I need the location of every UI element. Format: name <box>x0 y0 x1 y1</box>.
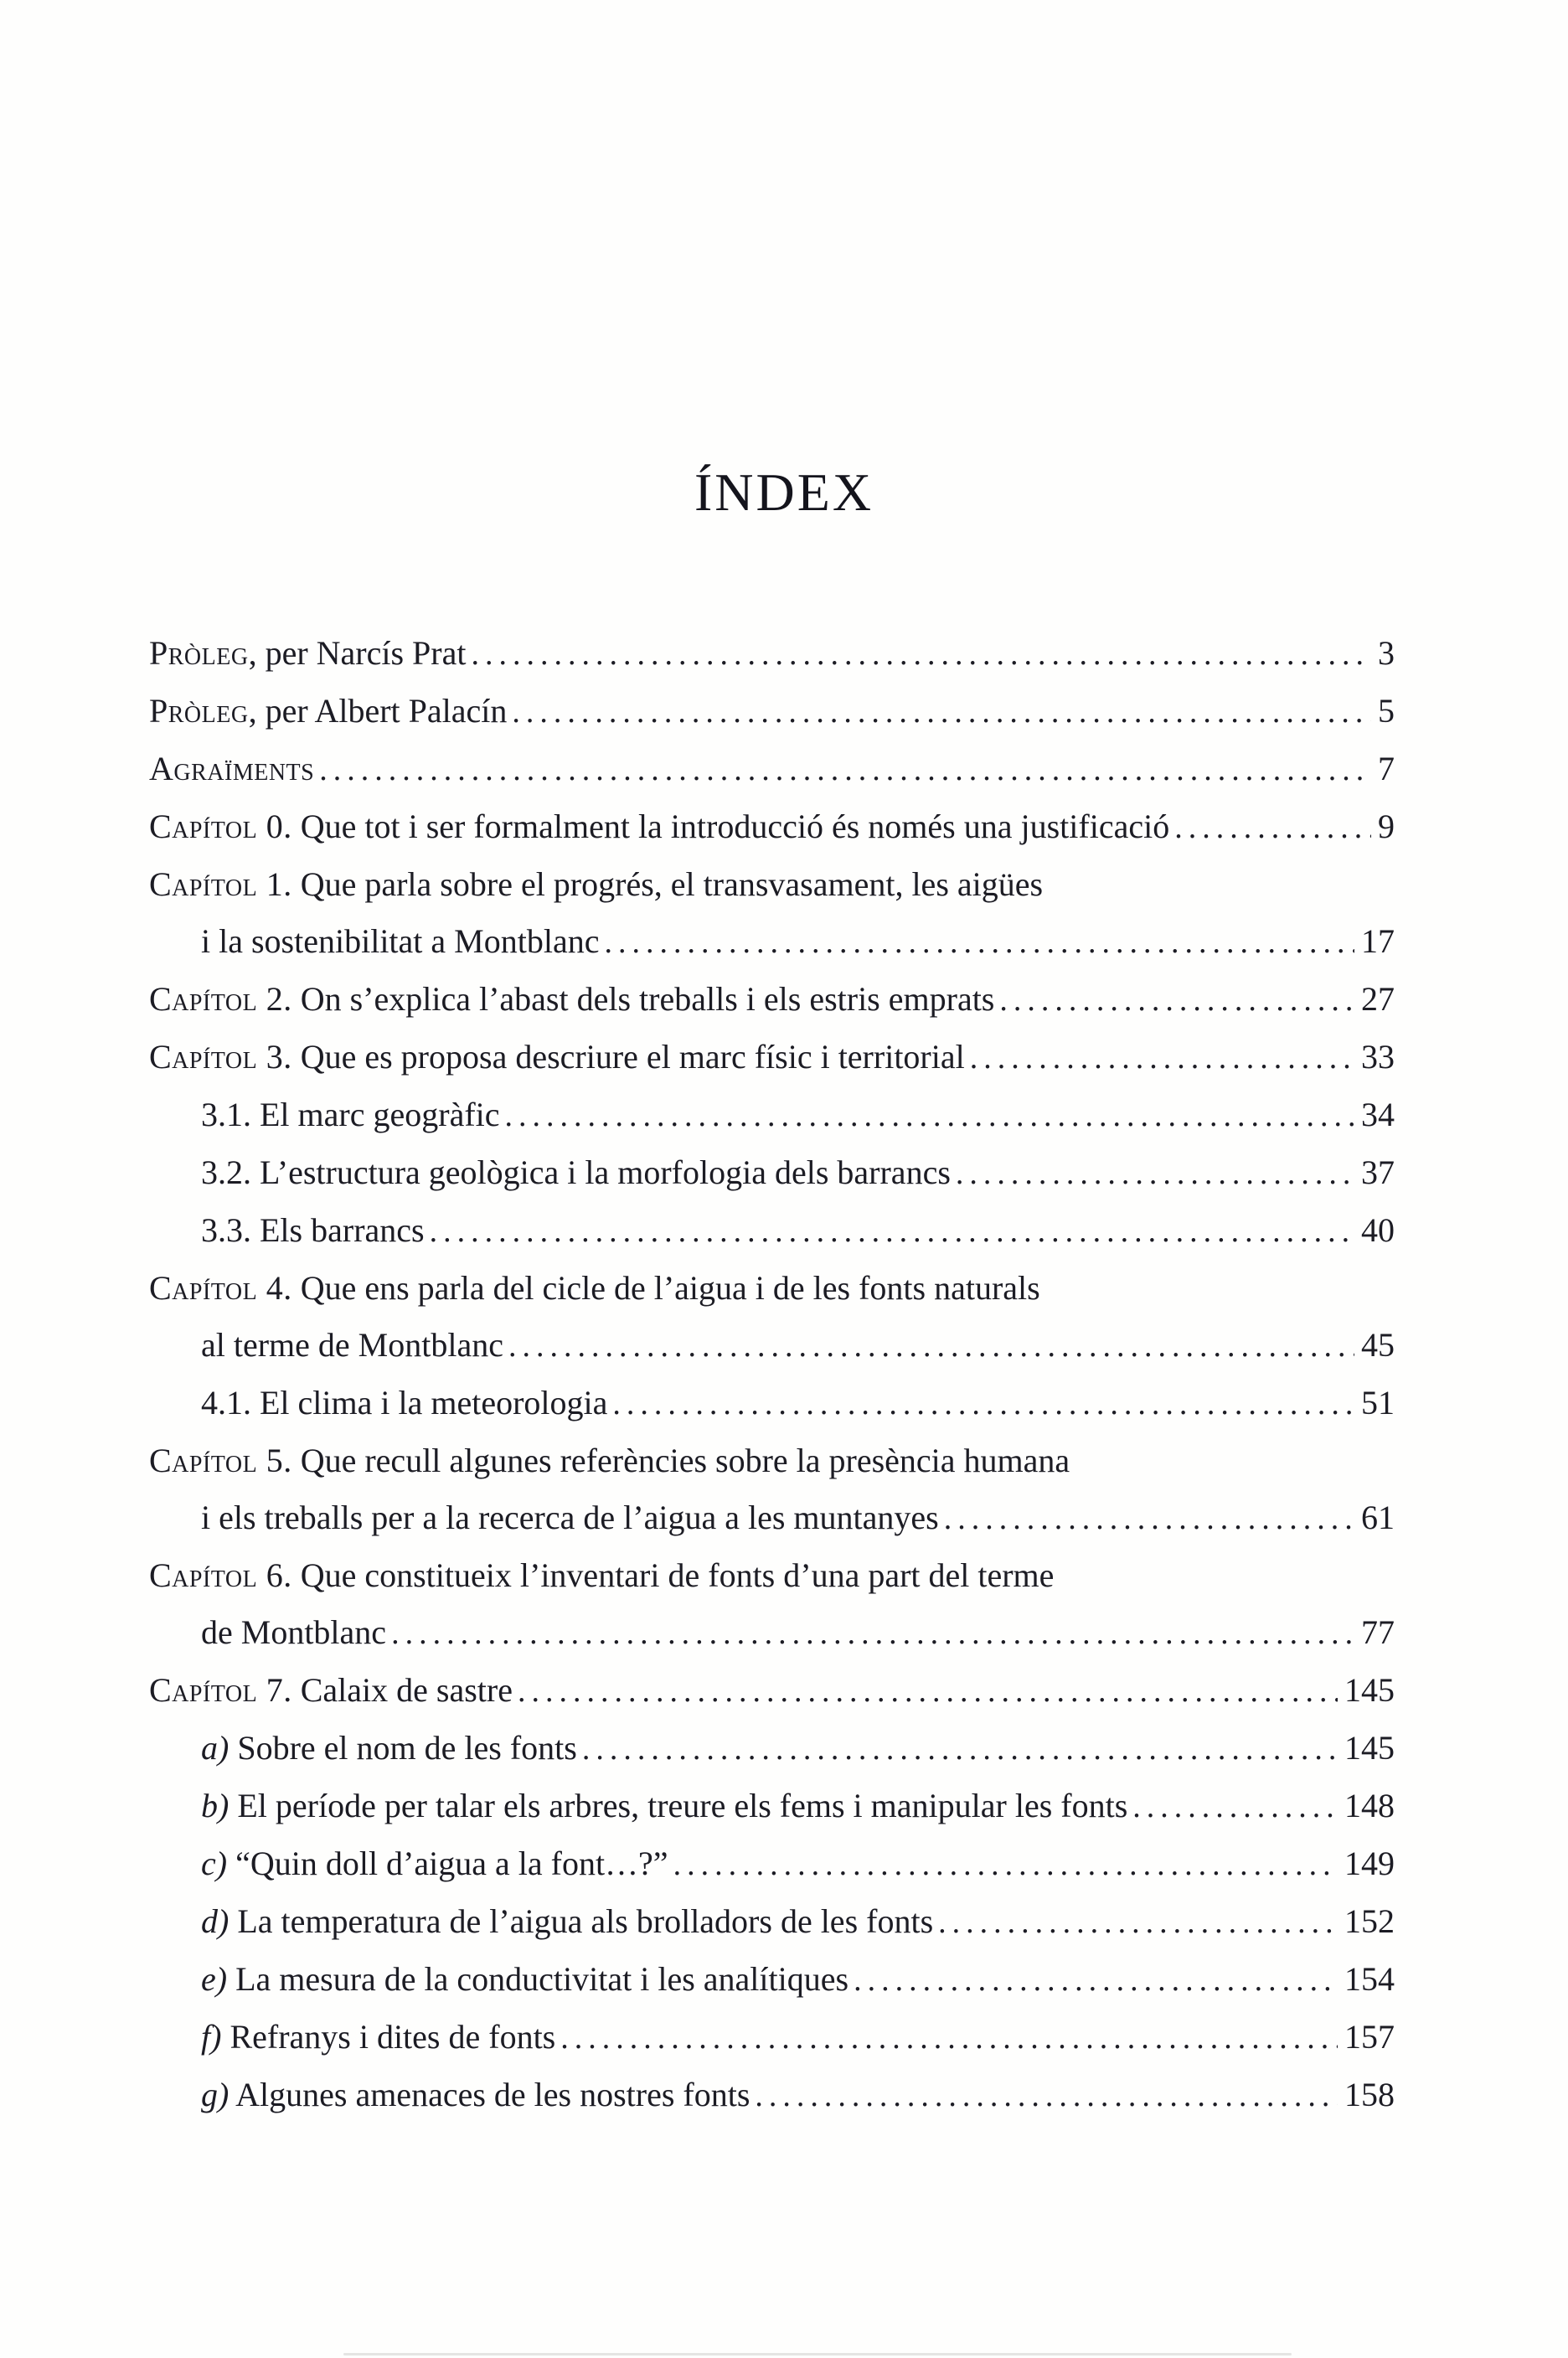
entry-title-text: Que es proposa descriure el marc físic i territorial <box>291 1038 965 1076</box>
entry-title-text: Que ens parla del cicle de l’aigua i de les fonts naturals <box>291 1269 1040 1307</box>
page-number: 158 <box>1344 2076 1395 2113</box>
toc-entry-first-line <box>149 1260 1395 1317</box>
page-number: 7 <box>1378 750 1395 787</box>
toc-entry-line <box>149 1951 1395 2009</box>
entry-text <box>149 1029 965 1086</box>
toc-entry-line <box>149 1144 1395 1202</box>
toc-entry-line <box>149 798 1395 856</box>
page-number: 148 <box>1344 1787 1395 1824</box>
entry-title-text: de Montblanc <box>201 1613 387 1651</box>
dot-leader <box>854 1951 1338 2009</box>
dot-leader <box>612 1375 1354 1432</box>
entry-text <box>149 683 507 740</box>
entry-title-text: El període per talar els arbres, treure els fems i manipular les fonts <box>229 1787 1128 1824</box>
entry-text <box>149 1662 513 1719</box>
toc-entry-line <box>149 1835 1395 1893</box>
toc-entry-first-line <box>149 856 1395 913</box>
dot-leader <box>1132 1778 1338 1835</box>
item-letter: e) <box>201 1960 228 1998</box>
entry-text <box>201 2009 555 2066</box>
item-letter: a) <box>201 1729 230 1767</box>
entry-title-text: Calaix de sastre <box>291 1671 513 1709</box>
toc-entry-line <box>149 913 1395 971</box>
toc-entry <box>149 1662 1395 1720</box>
toc-entry-line <box>149 2009 1395 2066</box>
chapter-label: Pròleg <box>149 692 249 730</box>
entry-text <box>201 1951 848 2008</box>
toc-entry-line <box>149 1720 1395 1778</box>
dot-leader <box>582 1720 1338 1778</box>
toc-entry-first-line <box>149 1547 1395 1604</box>
entry-title-text: 3.1. El marc geogràfic <box>201 1096 500 1133</box>
entry-title-text: Que constitueix l’inventari de fonts d’una part del terme <box>291 1556 1055 1594</box>
page-number: 37 <box>1361 1153 1395 1191</box>
chapter-label: Capítol 7. <box>149 1671 292 1709</box>
entry-text <box>149 625 466 682</box>
toc-entry-line <box>149 1375 1395 1432</box>
toc-entry-line <box>149 1202 1395 1260</box>
entry-title-text: Sobre el nom de les fonts <box>229 1729 577 1767</box>
entry-title-text: “Quin doll d’aigua a la font…?” <box>227 1845 668 1882</box>
page-number: 157 <box>1344 2018 1395 2056</box>
chapter-label: Capítol 1. <box>149 865 292 903</box>
toc-entry-first-line <box>149 1432 1395 1489</box>
entry-title-text: Que recull algunes referències sobre la presència humana <box>291 1442 1070 1479</box>
dot-leader <box>430 1202 1354 1260</box>
toc-entry <box>149 1951 1395 2009</box>
page-number: 152 <box>1344 1902 1395 1940</box>
entry-title-text: , per Narcís Prat <box>248 634 467 672</box>
entry-title-text: Que parla sobre el progrés, el transvasament, les aigües <box>291 865 1044 903</box>
chapter-label: Pròleg <box>149 634 249 672</box>
page-number: 154 <box>1344 1960 1395 1998</box>
page-number: 51 <box>1361 1384 1395 1422</box>
chapter-label: Capítol 6. <box>149 1556 292 1594</box>
page-number: 27 <box>1361 980 1395 1018</box>
page-number: 3 <box>1378 634 1395 672</box>
entry-text <box>201 913 599 970</box>
dot-leader <box>471 625 1371 683</box>
dot-leader <box>944 1489 1354 1547</box>
toc-entry <box>149 856 1395 971</box>
entry-title-text: al terme de Montblanc <box>201 1326 503 1364</box>
entry-title-text: 4.1. El clima i la meteorologia <box>201 1384 608 1422</box>
entry-text <box>149 740 314 797</box>
chapter-label: Capítol 0. <box>149 807 292 845</box>
entry-text <box>201 1893 933 1950</box>
toc-entry <box>149 625 1395 683</box>
dot-leader <box>970 1029 1354 1086</box>
entry-title-text: La mesura de la conductivitat i les analítiques <box>227 1960 849 1998</box>
page-title: ÍNDEX <box>694 462 874 522</box>
chapter-label: Capítol 2. <box>149 980 292 1018</box>
page-number: 33 <box>1361 1038 1395 1076</box>
entry-text <box>149 798 1169 855</box>
toc-entry <box>149 1144 1395 1202</box>
toc-entry-line <box>149 1489 1395 1547</box>
chapter-label: Agraïments <box>149 750 315 787</box>
toc-entry-line <box>149 1086 1395 1144</box>
dot-leader <box>505 1086 1354 1144</box>
toc-entry-line <box>149 1029 1395 1086</box>
entry-text <box>201 1375 607 1432</box>
page-number: 145 <box>1344 1729 1395 1767</box>
item-letter: f) <box>201 2018 222 2056</box>
entry-title-text: On s’explica l’abast dels treballs i els estris emprats <box>291 980 995 1018</box>
dot-leader <box>560 2009 1338 2066</box>
dot-leader <box>755 2066 1338 2124</box>
dot-leader <box>508 1317 1354 1375</box>
dot-leader <box>999 971 1354 1029</box>
toc-entry-line <box>149 1662 1395 1720</box>
entry-title-text: 3.3. Els barrancs <box>201 1211 425 1249</box>
dot-leader <box>938 1893 1338 1951</box>
toc-entry-line <box>149 1893 1395 1951</box>
toc-entry <box>149 1375 1395 1432</box>
dot-leader <box>518 1662 1338 1720</box>
toc-entry-line <box>149 971 1395 1029</box>
toc-entry <box>149 683 1395 740</box>
dot-leader <box>512 683 1371 740</box>
page-number: 34 <box>1361 1096 1395 1133</box>
toc-entry <box>149 1547 1395 1662</box>
entry-title-text: La temperatura de l’aigua als brolladors de les fonts <box>229 1902 934 1940</box>
dot-leader <box>319 740 1371 798</box>
entry-title-text: i els treballs per a la recerca de l’aigua a les muntanyes <box>201 1499 939 1536</box>
page-number: 77 <box>1361 1613 1395 1651</box>
toc-entry <box>149 1778 1395 1835</box>
chapter-label: Capítol 3. <box>149 1038 292 1076</box>
entry-text <box>201 1317 503 1374</box>
entry-text <box>201 1086 500 1143</box>
entry-title-text: Algunes amenaces de les nostres fonts <box>229 2076 750 2113</box>
entry-title-text: i la sostenibilitat a Montblanc <box>201 922 600 960</box>
entry-text <box>201 1144 951 1201</box>
toc-entry <box>149 971 1395 1029</box>
toc-entry <box>149 1835 1395 1893</box>
item-letter: d) <box>201 1902 230 1940</box>
toc-entry <box>149 2066 1395 2124</box>
toc-entry <box>149 1893 1395 1951</box>
item-letter: b) <box>201 1787 230 1824</box>
entry-title-text: 3.2. L’estructura geològica i la morfologia dels barrancs <box>201 1153 951 1191</box>
toc-entry <box>149 1720 1395 1778</box>
item-letter: g) <box>201 2076 230 2113</box>
page-number: 61 <box>1361 1499 1395 1536</box>
entry-title-text: Refranys i dites de fonts <box>221 2018 556 2056</box>
toc-entry <box>149 1202 1395 1260</box>
entry-title-text: , per Albert Palacín <box>248 692 508 730</box>
toc-entry-line <box>149 2066 1395 2124</box>
entry-text <box>201 1835 668 1892</box>
page-number: 17 <box>1361 922 1395 960</box>
item-letter: c) <box>201 1845 228 1882</box>
entry-text <box>201 1202 425 1259</box>
page-number: 149 <box>1344 1845 1395 1882</box>
toc-entry <box>149 740 1395 798</box>
entry-text <box>201 1778 1127 1834</box>
chapter-label: Capítol 5. <box>149 1442 292 1479</box>
toc-entry <box>149 798 1395 856</box>
dot-leader <box>604 913 1354 971</box>
toc-entry-line <box>149 740 1395 798</box>
page-number: 40 <box>1361 1211 1395 1249</box>
dot-leader <box>673 1835 1338 1893</box>
toc-entry <box>149 1086 1395 1144</box>
chapter-label: Capítol 4. <box>149 1269 292 1307</box>
toc-entry-line <box>149 625 1395 683</box>
page-number: 145 <box>1344 1671 1395 1709</box>
toc-entry-line <box>149 1317 1395 1375</box>
scan-edge-artifact <box>343 2353 1292 2355</box>
entry-title-text: Que tot i ser formalment la introducció és només una justificació <box>291 807 1170 845</box>
entry-text <box>201 1720 577 1777</box>
table-of-contents <box>149 625 1395 2124</box>
toc-entry <box>149 1432 1395 1547</box>
entry-text <box>201 1489 939 1546</box>
page-number: 5 <box>1378 692 1395 730</box>
page-number: 45 <box>1361 1326 1395 1364</box>
toc-entry <box>149 1029 1395 1086</box>
entry-text <box>149 971 994 1028</box>
entry-text <box>201 2066 750 2123</box>
toc-entry <box>149 1260 1395 1375</box>
dot-leader <box>1174 798 1371 856</box>
toc-entry-line <box>149 1604 1395 1662</box>
entry-text <box>201 1604 386 1661</box>
page-number: 9 <box>1378 807 1395 845</box>
dot-leader <box>956 1144 1354 1202</box>
dot-leader <box>391 1604 1354 1662</box>
toc-entry-line <box>149 1778 1395 1835</box>
toc-entry <box>149 2009 1395 2066</box>
toc-entry-line <box>149 683 1395 740</box>
